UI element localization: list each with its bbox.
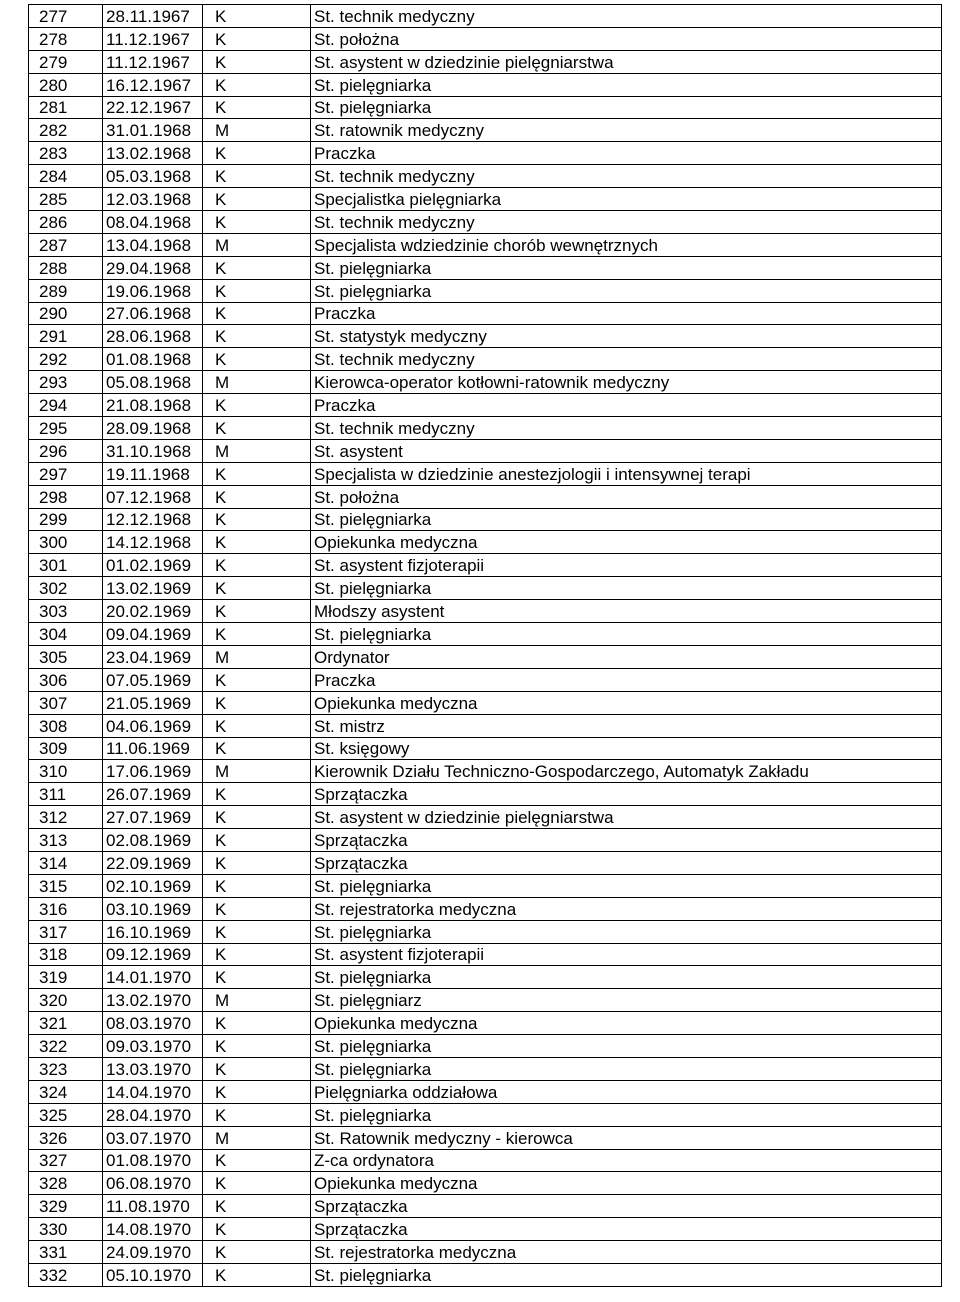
date-cell: 14.04.1970 — [103, 1080, 203, 1103]
sex-cell: M — [203, 371, 311, 394]
table-row — [29, 462, 942, 485]
position-cell: Opiekunka medyczna — [311, 691, 942, 714]
position-cell: Kierowca-operator kotłowni-ratownik medyczny — [311, 371, 942, 394]
row-number-cell: 311 — [29, 783, 103, 806]
sex-cell: K — [203, 943, 311, 966]
table-row — [29, 691, 942, 714]
row-number-cell: 292 — [29, 348, 103, 371]
table-row — [29, 1080, 942, 1103]
date-cell: 21.05.1969 — [103, 691, 203, 714]
date-cell: 02.08.1969 — [103, 829, 203, 852]
table-row — [29, 73, 942, 96]
position-cell: St. asystent fizjoterapii — [311, 943, 942, 966]
date-cell: 28.11.1967 — [103, 5, 203, 28]
row-number-cell: 319 — [29, 966, 103, 989]
date-cell: 14.01.1970 — [103, 966, 203, 989]
sex-cell: K — [203, 829, 311, 852]
row-number-cell: 285 — [29, 188, 103, 211]
position-cell: St. asystent w dziedzinie pielęgniarstwa — [311, 806, 942, 829]
row-number-cell: 323 — [29, 1057, 103, 1080]
row-number-cell: 284 — [29, 165, 103, 188]
date-cell: 08.04.1968 — [103, 211, 203, 234]
table-row — [29, 165, 942, 188]
date-cell: 03.07.1970 — [103, 1126, 203, 1149]
table-row — [29, 1012, 942, 1035]
sex-cell: M — [203, 989, 311, 1012]
sex-cell: M — [203, 645, 311, 668]
sex-cell: K — [203, 554, 311, 577]
table-row — [29, 27, 942, 50]
position-cell: St. pielęgniarka — [311, 508, 942, 531]
sex-cell: K — [203, 1172, 311, 1195]
sex-cell: K — [203, 691, 311, 714]
position-cell: St. położna — [311, 27, 942, 50]
row-number-cell: 313 — [29, 829, 103, 852]
position-cell: St. Ratownik medyczny - kierowca — [311, 1126, 942, 1149]
table-row — [29, 668, 942, 691]
position-cell: St. pielęgniarka — [311, 1103, 942, 1126]
sex-cell: K — [203, 142, 311, 165]
records-table-body — [29, 5, 942, 1287]
sex-cell: K — [203, 1103, 311, 1126]
position-cell: St. pielęgniarka — [311, 73, 942, 96]
date-cell: 28.04.1970 — [103, 1103, 203, 1126]
table-row — [29, 920, 942, 943]
sex-cell: K — [203, 851, 311, 874]
date-cell: 28.06.1968 — [103, 325, 203, 348]
position-cell: St. pielęgniarka — [311, 1057, 942, 1080]
sex-cell: M — [203, 1126, 311, 1149]
position-cell: St. rejestratorka medyczna — [311, 1241, 942, 1264]
position-cell: St. pielęgniarka — [311, 1263, 942, 1286]
row-number-cell: 314 — [29, 851, 103, 874]
row-number-cell: 278 — [29, 27, 103, 50]
date-cell: 09.04.1969 — [103, 623, 203, 646]
sex-cell: K — [203, 279, 311, 302]
table-row — [29, 439, 942, 462]
row-number-cell: 291 — [29, 325, 103, 348]
sex-cell: K — [203, 783, 311, 806]
row-number-cell: 330 — [29, 1218, 103, 1241]
sex-cell: K — [203, 508, 311, 531]
sex-cell: K — [203, 1035, 311, 1058]
sex-cell: K — [203, 348, 311, 371]
date-cell: 13.02.1970 — [103, 989, 203, 1012]
date-cell: 01.02.1969 — [103, 554, 203, 577]
date-cell: 02.10.1969 — [103, 874, 203, 897]
table-row — [29, 256, 942, 279]
date-cell: 24.09.1970 — [103, 1241, 203, 1264]
sex-cell: K — [203, 1241, 311, 1264]
sex-cell: K — [203, 1263, 311, 1286]
row-number-cell: 295 — [29, 417, 103, 440]
position-cell: Praczka — [311, 142, 942, 165]
row-number-cell: 320 — [29, 989, 103, 1012]
row-number-cell: 293 — [29, 371, 103, 394]
row-number-cell: 294 — [29, 394, 103, 417]
sex-cell: K — [203, 874, 311, 897]
sex-cell: K — [203, 1012, 311, 1035]
row-number-cell: 329 — [29, 1195, 103, 1218]
sex-cell: K — [203, 211, 311, 234]
sex-cell: K — [203, 50, 311, 73]
table-row — [29, 96, 942, 119]
date-cell: 31.10.1968 — [103, 439, 203, 462]
position-cell: Z-ca ordynatora — [311, 1149, 942, 1172]
sex-cell: K — [203, 394, 311, 417]
date-cell: 23.04.1969 — [103, 645, 203, 668]
position-cell: St. technik medyczny — [311, 348, 942, 371]
table-row — [29, 943, 942, 966]
table-row — [29, 142, 942, 165]
date-cell: 20.02.1969 — [103, 600, 203, 623]
sex-cell: K — [203, 920, 311, 943]
date-cell: 05.08.1968 — [103, 371, 203, 394]
table-row — [29, 1263, 942, 1286]
table-row — [29, 989, 942, 1012]
row-number-cell: 289 — [29, 279, 103, 302]
sex-cell: K — [203, 417, 311, 440]
row-number-cell: 332 — [29, 1263, 103, 1286]
table-row — [29, 302, 942, 325]
table-row — [29, 119, 942, 142]
row-number-cell: 296 — [29, 439, 103, 462]
table-row — [29, 874, 942, 897]
position-cell: Specjalista wdziedzinie chorób wewnętrznych — [311, 233, 942, 256]
row-number-cell: 326 — [29, 1126, 103, 1149]
position-cell: St. pielęgniarka — [311, 920, 942, 943]
sex-cell: K — [203, 1218, 311, 1241]
row-number-cell: 331 — [29, 1241, 103, 1264]
sex-cell: K — [203, 1195, 311, 1218]
sex-cell: K — [203, 714, 311, 737]
sex-cell: K — [203, 623, 311, 646]
position-cell: Sprzątaczka — [311, 1218, 942, 1241]
position-cell: St. pielęgniarka — [311, 1035, 942, 1058]
date-cell: 13.03.1970 — [103, 1057, 203, 1080]
row-number-cell: 301 — [29, 554, 103, 577]
table-row — [29, 325, 942, 348]
table-row — [29, 623, 942, 646]
position-cell: St. mistrz — [311, 714, 942, 737]
table-row — [29, 1126, 942, 1149]
sex-cell: K — [203, 897, 311, 920]
table-row — [29, 577, 942, 600]
position-cell: Ordynator — [311, 645, 942, 668]
position-cell: St. technik medyczny — [311, 165, 942, 188]
date-cell: 21.08.1968 — [103, 394, 203, 417]
sex-cell: K — [203, 165, 311, 188]
sex-cell: K — [203, 668, 311, 691]
table-row — [29, 1103, 942, 1126]
table-row — [29, 1149, 942, 1172]
row-number-cell: 288 — [29, 256, 103, 279]
date-cell: 11.12.1967 — [103, 50, 203, 73]
date-cell: 08.03.1970 — [103, 1012, 203, 1035]
table-row — [29, 485, 942, 508]
date-cell: 11.12.1967 — [103, 27, 203, 50]
row-number-cell: 307 — [29, 691, 103, 714]
table-row — [29, 806, 942, 829]
row-number-cell: 281 — [29, 96, 103, 119]
date-cell: 29.04.1968 — [103, 256, 203, 279]
table-row — [29, 371, 942, 394]
date-cell: 03.10.1969 — [103, 897, 203, 920]
date-cell: 13.04.1968 — [103, 233, 203, 256]
table-row — [29, 188, 942, 211]
table-row — [29, 50, 942, 73]
date-cell: 06.08.1970 — [103, 1172, 203, 1195]
sex-cell: K — [203, 5, 311, 28]
records-table — [28, 4, 942, 1287]
date-cell: 27.06.1968 — [103, 302, 203, 325]
position-cell: St. pielęgniarka — [311, 577, 942, 600]
date-cell: 26.07.1969 — [103, 783, 203, 806]
sex-cell: K — [203, 256, 311, 279]
table-row — [29, 5, 942, 28]
position-cell: St. rejestratorka medyczna — [311, 897, 942, 920]
position-cell: Specjalistka pielęgniarka — [311, 188, 942, 211]
row-number-cell: 286 — [29, 211, 103, 234]
row-number-cell: 303 — [29, 600, 103, 623]
date-cell: 09.12.1969 — [103, 943, 203, 966]
row-number-cell: 325 — [29, 1103, 103, 1126]
row-number-cell: 321 — [29, 1012, 103, 1035]
row-number-cell: 287 — [29, 233, 103, 256]
date-cell: 01.08.1970 — [103, 1149, 203, 1172]
row-number-cell: 302 — [29, 577, 103, 600]
sex-cell: K — [203, 27, 311, 50]
table-row — [29, 211, 942, 234]
table-row — [29, 737, 942, 760]
date-cell: 22.12.1967 — [103, 96, 203, 119]
date-cell: 22.09.1969 — [103, 851, 203, 874]
sex-cell: K — [203, 577, 311, 600]
row-number-cell: 310 — [29, 760, 103, 783]
date-cell: 16.12.1967 — [103, 73, 203, 96]
table-row — [29, 645, 942, 668]
position-cell: Sprzątaczka — [311, 829, 942, 852]
position-cell: St. księgowy — [311, 737, 942, 760]
row-number-cell: 279 — [29, 50, 103, 73]
row-number-cell: 327 — [29, 1149, 103, 1172]
row-number-cell: 280 — [29, 73, 103, 96]
row-number-cell: 328 — [29, 1172, 103, 1195]
row-number-cell: 315 — [29, 874, 103, 897]
position-cell: St. ratownik medyczny — [311, 119, 942, 142]
sex-cell: K — [203, 485, 311, 508]
position-cell: Młodszy asystent — [311, 600, 942, 623]
date-cell: 28.09.1968 — [103, 417, 203, 440]
date-cell: 01.08.1968 — [103, 348, 203, 371]
row-number-cell: 318 — [29, 943, 103, 966]
sex-cell: K — [203, 966, 311, 989]
table-row — [29, 279, 942, 302]
row-number-cell: 308 — [29, 714, 103, 737]
date-cell: 19.06.1968 — [103, 279, 203, 302]
row-number-cell: 290 — [29, 302, 103, 325]
table-row — [29, 600, 942, 623]
table-row — [29, 394, 942, 417]
table-row — [29, 554, 942, 577]
position-cell: Sprzątaczka — [311, 1195, 942, 1218]
table-row — [29, 1035, 942, 1058]
table-row — [29, 829, 942, 852]
table-row — [29, 1241, 942, 1264]
sex-cell: M — [203, 439, 311, 462]
position-cell: St. pielęgniarz — [311, 989, 942, 1012]
position-cell: St. pielęgniarka — [311, 279, 942, 302]
sex-cell: K — [203, 188, 311, 211]
sex-cell: M — [203, 760, 311, 783]
sex-cell: K — [203, 806, 311, 829]
position-cell: Praczka — [311, 302, 942, 325]
table-row — [29, 417, 942, 440]
date-cell: 19.11.1968 — [103, 462, 203, 485]
row-number-cell: 306 — [29, 668, 103, 691]
date-cell: 17.06.1969 — [103, 760, 203, 783]
row-number-cell: 300 — [29, 531, 103, 554]
date-cell: 31.01.1968 — [103, 119, 203, 142]
position-cell: Opiekunka medyczna — [311, 1172, 942, 1195]
row-number-cell: 297 — [29, 462, 103, 485]
position-cell: St. pielęgniarka — [311, 256, 942, 279]
table-row — [29, 508, 942, 531]
position-cell: Specjalista w dziedzinie anestezjologii i intensywnej terapi — [311, 462, 942, 485]
sex-cell: K — [203, 302, 311, 325]
row-number-cell: 322 — [29, 1035, 103, 1058]
table-row — [29, 783, 942, 806]
date-cell: 13.02.1969 — [103, 577, 203, 600]
date-cell: 07.12.1968 — [103, 485, 203, 508]
position-cell: St. technik medyczny — [311, 5, 942, 28]
position-cell: St. statystyk medyczny — [311, 325, 942, 348]
position-cell: St. pielęgniarka — [311, 966, 942, 989]
sex-cell: K — [203, 531, 311, 554]
position-cell: St. asystent w dziedzinie pielęgniarstwa — [311, 50, 942, 73]
position-cell: St. pielęgniarka — [311, 874, 942, 897]
table-row — [29, 1195, 942, 1218]
row-number-cell: 316 — [29, 897, 103, 920]
date-cell: 27.07.1969 — [103, 806, 203, 829]
sex-cell: M — [203, 233, 311, 256]
position-cell: St. technik medyczny — [311, 417, 942, 440]
sex-cell: K — [203, 325, 311, 348]
sex-cell: M — [203, 119, 311, 142]
date-cell: 09.03.1970 — [103, 1035, 203, 1058]
table-row — [29, 897, 942, 920]
position-cell: Opiekunka medyczna — [311, 531, 942, 554]
row-number-cell: 309 — [29, 737, 103, 760]
table-row — [29, 233, 942, 256]
table-row — [29, 714, 942, 737]
position-cell: Sprzątaczka — [311, 851, 942, 874]
table-row — [29, 851, 942, 874]
table-row — [29, 966, 942, 989]
position-cell: St. położna — [311, 485, 942, 508]
position-cell: St. pielęgniarka — [311, 96, 942, 119]
position-cell: Pielęgniarka oddziałowa — [311, 1080, 942, 1103]
row-number-cell: 305 — [29, 645, 103, 668]
row-number-cell: 298 — [29, 485, 103, 508]
position-cell: Praczka — [311, 668, 942, 691]
sex-cell: K — [203, 462, 311, 485]
date-cell: 07.05.1969 — [103, 668, 203, 691]
position-cell: Opiekunka medyczna — [311, 1012, 942, 1035]
position-cell: St. asystent fizjoterapii — [311, 554, 942, 577]
table-row — [29, 1218, 942, 1241]
table-row — [29, 1172, 942, 1195]
row-number-cell: 277 — [29, 5, 103, 28]
date-cell: 12.03.1968 — [103, 188, 203, 211]
position-cell: St. technik medyczny — [311, 211, 942, 234]
table-row — [29, 531, 942, 554]
row-number-cell: 304 — [29, 623, 103, 646]
date-cell: 05.03.1968 — [103, 165, 203, 188]
sex-cell: K — [203, 737, 311, 760]
date-cell: 16.10.1969 — [103, 920, 203, 943]
sex-cell: K — [203, 96, 311, 119]
sex-cell: K — [203, 600, 311, 623]
date-cell: 13.02.1968 — [103, 142, 203, 165]
date-cell: 11.08.1970 — [103, 1195, 203, 1218]
sex-cell: K — [203, 73, 311, 96]
sex-cell: K — [203, 1080, 311, 1103]
sex-cell: K — [203, 1057, 311, 1080]
date-cell: 04.06.1969 — [103, 714, 203, 737]
table-row — [29, 1057, 942, 1080]
row-number-cell: 312 — [29, 806, 103, 829]
position-cell: Praczka — [311, 394, 942, 417]
date-cell: 05.10.1970 — [103, 1263, 203, 1286]
row-number-cell: 299 — [29, 508, 103, 531]
position-cell: St. pielęgniarka — [311, 623, 942, 646]
row-number-cell: 282 — [29, 119, 103, 142]
row-number-cell: 317 — [29, 920, 103, 943]
date-cell: 14.08.1970 — [103, 1218, 203, 1241]
date-cell: 12.12.1968 — [103, 508, 203, 531]
date-cell: 14.12.1968 — [103, 531, 203, 554]
row-number-cell: 324 — [29, 1080, 103, 1103]
row-number-cell: 283 — [29, 142, 103, 165]
date-cell: 11.06.1969 — [103, 737, 203, 760]
position-cell: St. asystent — [311, 439, 942, 462]
table-row — [29, 760, 942, 783]
position-cell: Kierownik Działu Techniczno-Gospodarczego, Automatyk Zakładu — [311, 760, 942, 783]
table-row — [29, 348, 942, 371]
position-cell: Sprzątaczka — [311, 783, 942, 806]
sex-cell: K — [203, 1149, 311, 1172]
